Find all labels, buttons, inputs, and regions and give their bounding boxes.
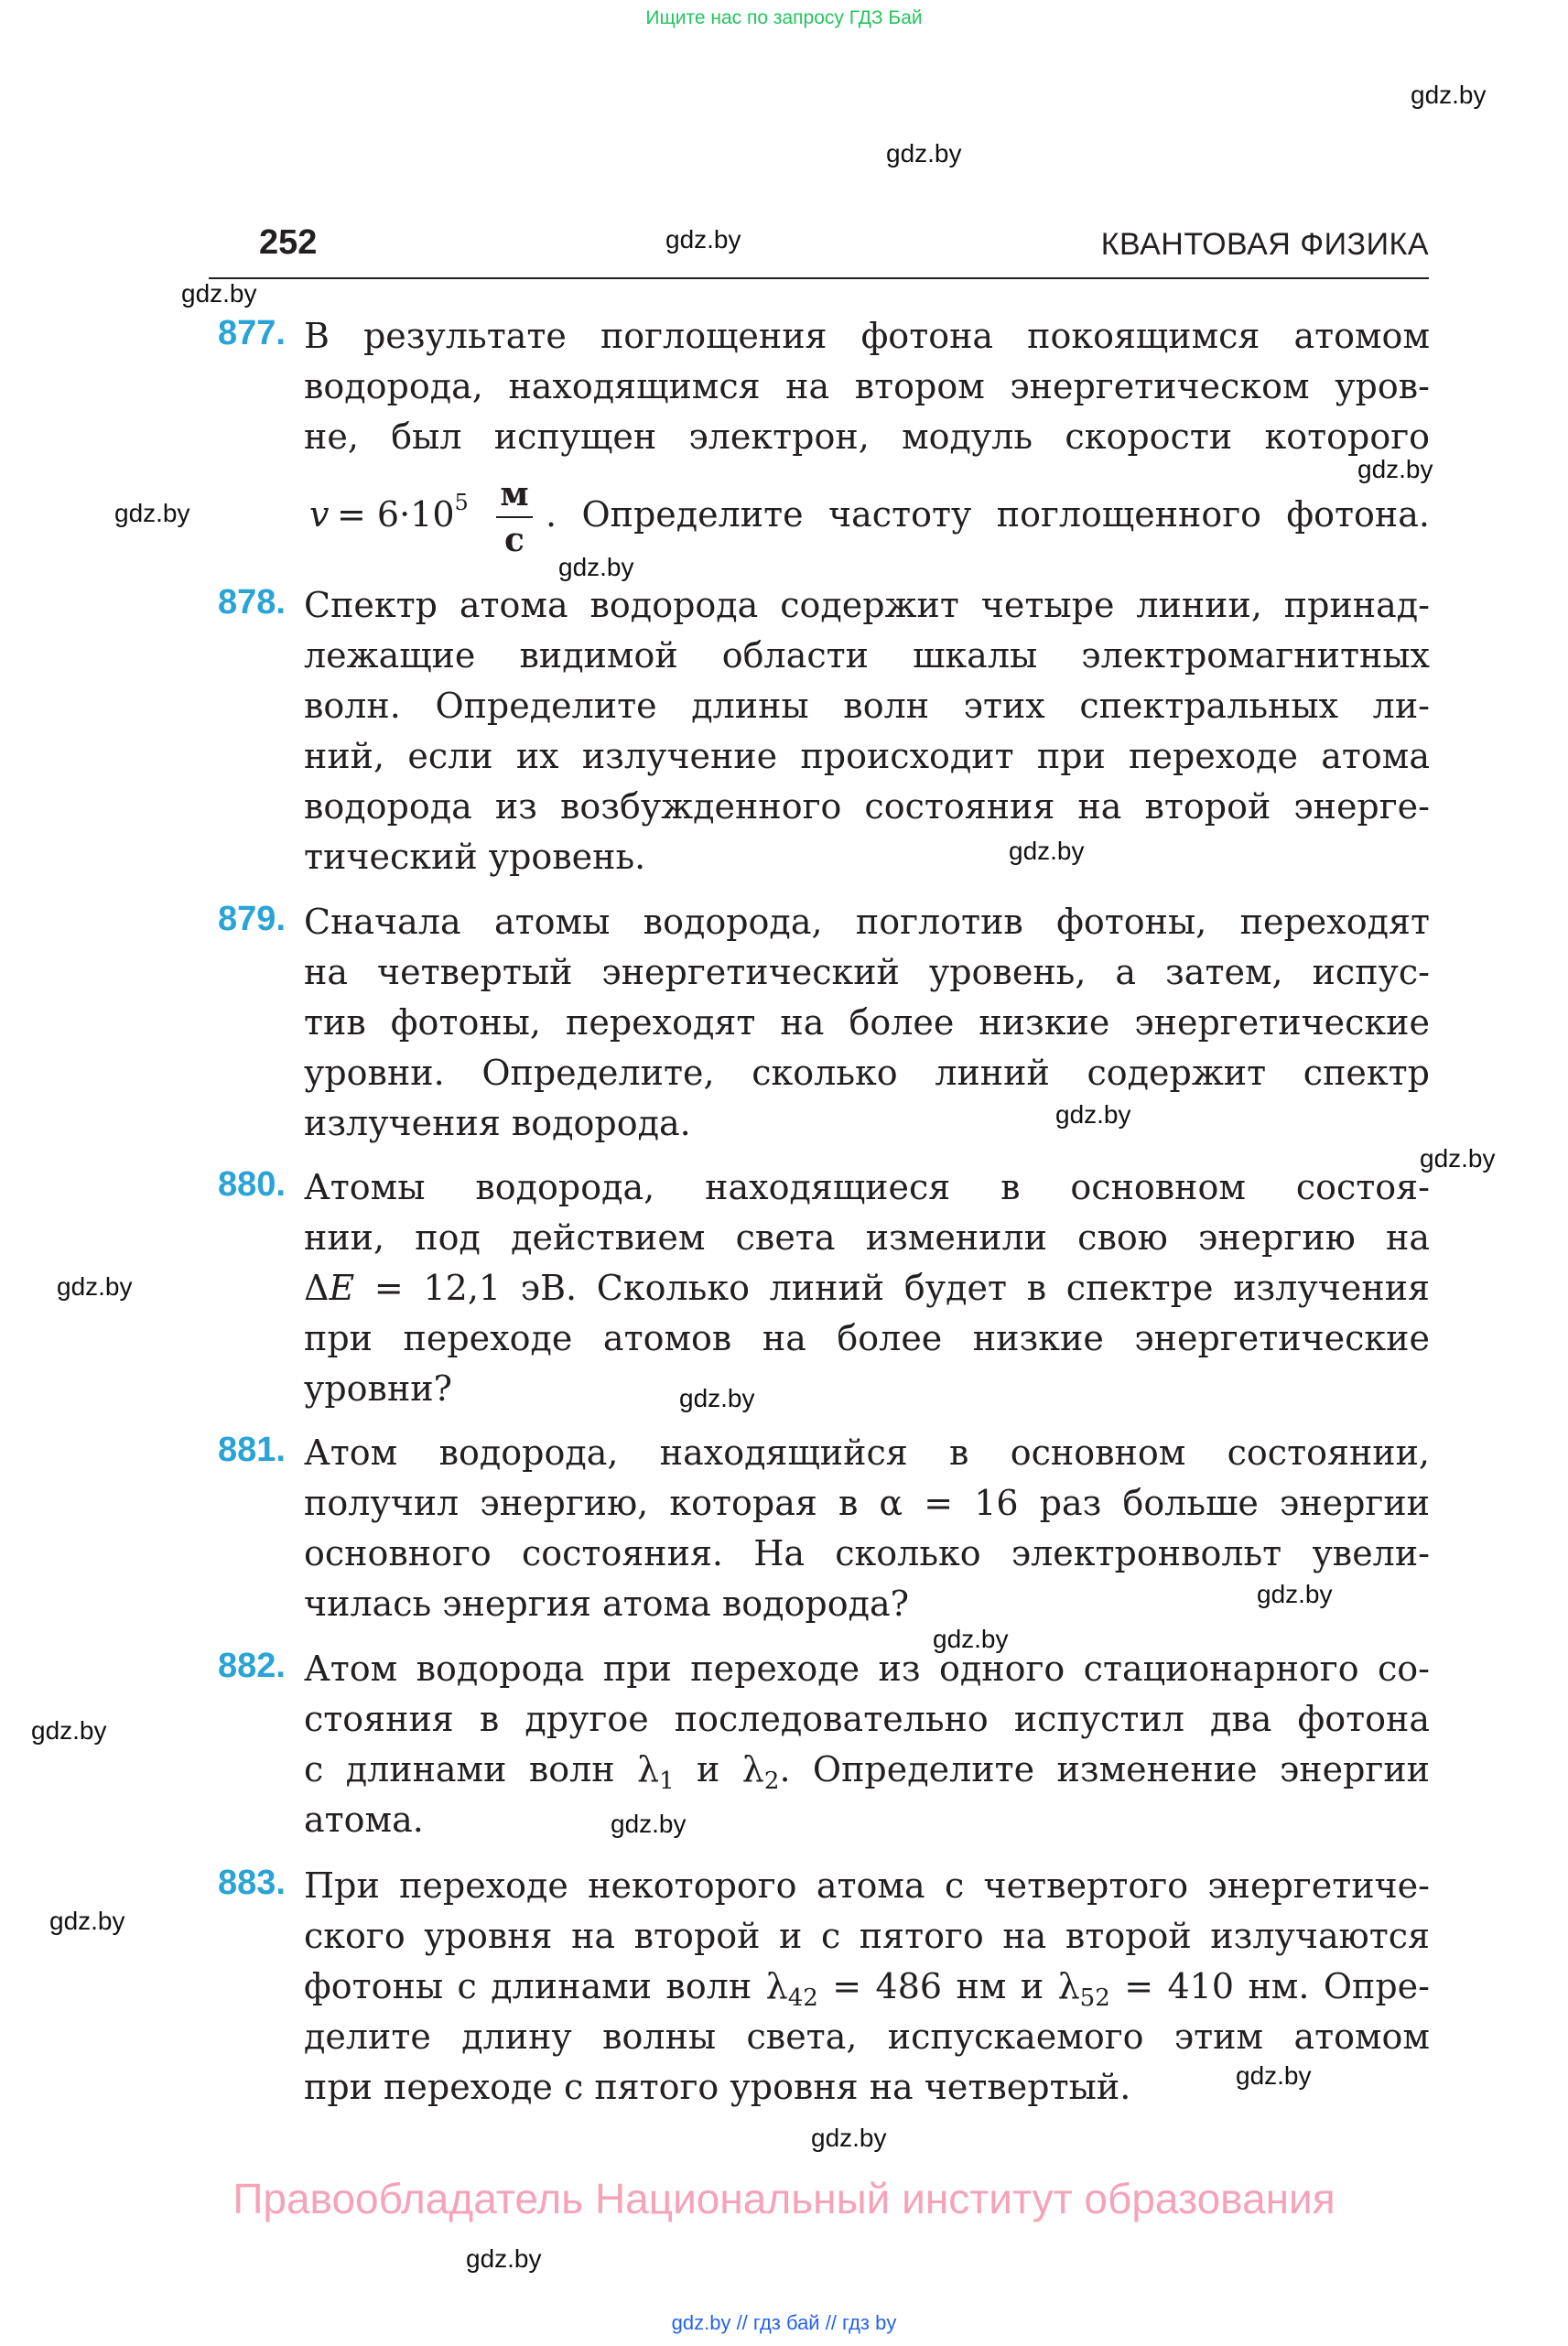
- text-line: делите длину волны света, испускаемого этим атомом: [304, 2016, 1430, 2057]
- text-line: ского уровня на второй и с пятого на второй излучаются: [304, 1916, 1430, 1956]
- energy-variable: E: [329, 1268, 355, 1308]
- text-line: уровни. Определите, сколько линий содержит спектр: [304, 1053, 1430, 1093]
- text-line: лежащие видимой области шкалы электромагнитных: [304, 635, 1430, 676]
- subscript: 2: [763, 1768, 780, 1795]
- formula-variable: v: [309, 494, 330, 535]
- unit-denominator: с: [504, 521, 524, 559]
- text-fragment: и λ: [674, 1749, 764, 1789]
- text-line: не, был испущен электрон, модуль скорости которого: [304, 416, 1430, 457]
- section-title: КВАНТОВАЯ ФИЗИКА: [1100, 227, 1429, 262]
- watermark: gdz.by: [1009, 837, 1085, 865]
- formula-exponent: 5: [454, 490, 469, 515]
- watermark: gdz.by: [811, 2124, 887, 2152]
- text-line: стояния в другое последовательно испустил два фотона: [304, 1699, 1430, 1739]
- problem-number: 882.: [218, 1647, 286, 1685]
- watermark: gdz.by: [31, 1716, 107, 1745]
- watermark: gdz.by: [1411, 81, 1487, 109]
- subscript: 1: [659, 1768, 675, 1795]
- formula-text: . Определите частоту поглощенного фотона.: [546, 494, 1430, 535]
- text-line: водорода, находящимся на втором энергетическом уров-: [304, 366, 1430, 406]
- text-line: получил энергию, которая в α = 16 раз больше энергии: [304, 1483, 1430, 1523]
- problem-number: 880.: [218, 1165, 286, 1204]
- text-fragment: с длинами волн λ: [304, 1749, 660, 1789]
- problem-number: 881.: [218, 1431, 286, 1469]
- text-fragment: = 410 нм. Опре-: [1109, 1966, 1430, 2006]
- page-number: 252: [259, 223, 318, 262]
- watermark: gdz.by: [1257, 1580, 1333, 1608]
- text-line: уровни?: [304, 1368, 452, 1409]
- formula-value: [337, 490, 469, 535]
- watermark: gdz.by: [466, 2244, 542, 2273]
- text-line: основного состояния. На сколько электронвольт увели-: [304, 1533, 1430, 1573]
- watermark: gdz.by: [665, 225, 741, 254]
- watermark: gdz.by: [933, 1625, 1009, 1653]
- text-line: на четвертый энергетический уровень, а затем, испус-: [304, 952, 1430, 992]
- watermark: gdz.by: [114, 499, 190, 527]
- watermark: gdz.by: [49, 1907, 125, 1935]
- problem-877: [304, 311, 1430, 462]
- problem-number: 879.: [218, 900, 286, 938]
- text-line: нии, под действием света изменили свою энергию на: [304, 1217, 1430, 1258]
- rights-holder: Правообладатель Национальный институт образования: [232, 2175, 1336, 2222]
- fraction-bar: [496, 516, 533, 518]
- text-line: при переходе атомов на более низкие энергетические: [304, 1318, 1430, 1358]
- text-line: ний, если их излучение происходит при переходе атома: [304, 736, 1430, 776]
- footer-links[interactable]: gdz.by // гдз бай // гдз by: [671, 2311, 897, 2334]
- text-line: Атом водорода при переходе из одного стационарного со-: [304, 1649, 1430, 1689]
- top-banner: Ищите нас по запросу ГДЗ Бай: [645, 7, 923, 28]
- problem-879: [304, 897, 1430, 1149]
- velocity-formula: [304, 474, 1430, 566]
- text-line: В результате поглощения фотона покоящимся атомом: [304, 316, 1430, 356]
- watermark: gdz.by: [57, 1272, 133, 1301]
- text-line: тив фотоны, переходят на более низкие энергетические: [304, 1002, 1430, 1043]
- subscript: 42: [787, 1984, 818, 2012]
- unit-fraction: [492, 474, 536, 560]
- unit-numerator: м: [500, 475, 529, 514]
- problem-878: [304, 580, 1430, 882]
- text-line: чилась энергия атома водорода?: [304, 1584, 910, 1624]
- text-line: [304, 1263, 1430, 1314]
- text-fragment: фотоны с длинами волн λ: [304, 1966, 788, 2006]
- watermark: gdz.by: [1055, 1100, 1131, 1129]
- problem-881: [304, 1428, 1430, 1629]
- problem-882: [304, 1644, 1430, 1845]
- watermark: gdz.by: [1357, 455, 1433, 483]
- text-line: Сначала атомы водорода, поглотив фотоны, переходят: [304, 902, 1430, 942]
- watermark: gdz.by: [679, 1384, 755, 1412]
- text-line: Атомы водорода, находящиеся в основном состоя-: [304, 1167, 1430, 1207]
- text-line: атома.: [304, 1800, 424, 1840]
- text-line: Атом водорода, находящийся в основном состоянии,: [304, 1432, 1430, 1473]
- watermark: gdz.by: [1236, 2061, 1312, 2090]
- header-rule: [209, 277, 1429, 279]
- text-line: [304, 1962, 1430, 2012]
- text-line: тический уровень.: [304, 837, 646, 877]
- problem-number: 878.: [218, 583, 286, 622]
- text-line: [304, 1745, 1430, 1795]
- text-line: При переходе некоторого атома с четвертого энергетиче-: [304, 1865, 1430, 1906]
- subscript: 52: [1079, 1984, 1110, 2012]
- problem-number: 883.: [218, 1864, 286, 1902]
- formula-coefficient: = 6·10: [337, 494, 455, 535]
- watermark: gdz.by: [558, 553, 634, 581]
- problem-880: [304, 1162, 1430, 1414]
- text-line: при переходе с пятого уровня на четвертый.: [304, 2067, 1131, 2107]
- text-line: излучения водорода.: [304, 1103, 691, 1143]
- watermark: gdz.by: [181, 279, 257, 308]
- text-fragment: = 12,1 эВ. Сколько линий будет в спектре излучения: [354, 1268, 1430, 1308]
- watermark: gdz.by: [886, 139, 962, 168]
- watermark: gdz.by: [1420, 1144, 1496, 1173]
- problem-number: 877.: [218, 314, 286, 352]
- problem-883: [304, 1861, 1430, 2113]
- text-fragment: . Определите изменение энергии: [779, 1749, 1430, 1789]
- text-line: Спектр атома водорода содержит четыре линии, принад-: [304, 585, 1430, 625]
- text-line: волн. Определите длины волн этих спектральных ли-: [304, 686, 1430, 726]
- text-line: водорода из возбужденного состояния на второй энерге-: [304, 786, 1430, 827]
- watermark: gdz.by: [611, 1810, 687, 1838]
- text-fragment: = 486 нм и λ: [817, 1966, 1080, 2006]
- delta-symbol: Δ: [304, 1268, 330, 1308]
